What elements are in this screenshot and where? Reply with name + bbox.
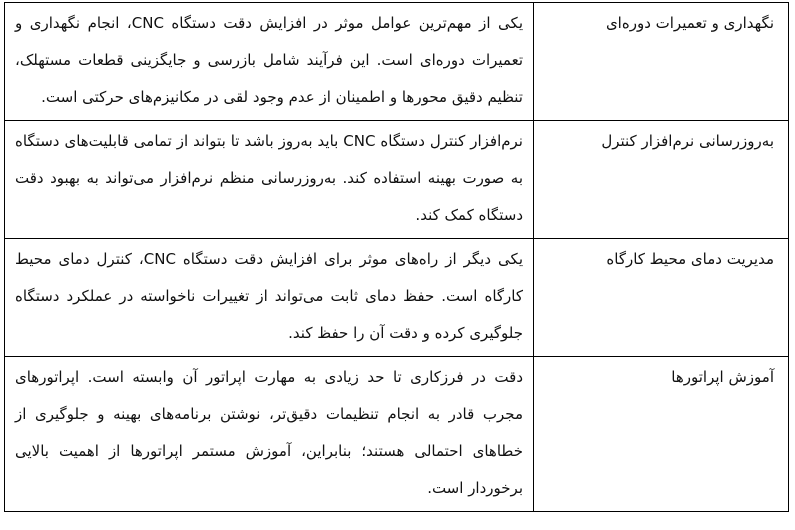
row-topic: مدیریت دمای محیط کارگاه (534, 239, 789, 357)
row-topic: نگهداری و تعمیرات دوره‌ای (534, 3, 789, 121)
table-row (5, 3, 789, 121)
row-topic: به‌روزرسانی نرم‌افزار کنترل (534, 121, 789, 239)
table-row (5, 239, 789, 357)
cnc-accuracy-table (4, 2, 789, 512)
row-description: دقت در فرزکاری تا حد زیادی به مهارت اپراتور آن وابسته است. اپراتورهای مجرب قادر به انجام تنظیمات دقیق‌تر، نوشتن برنامه‌های بهینه و جلوگیری از خطاهای احتمالی هستند؛ بنابراین، آموزش مستمر اپراتورها از اهمیت بالایی برخوردار است. (5, 357, 534, 512)
table-row (5, 121, 789, 239)
row-topic: آموزش اپراتورها (534, 357, 789, 512)
row-description: یکی دیگر از راه‌های موثر برای افزایش دقت دستگاه CNC، کنترل دمای محیط کارگاه است. حفظ دمای ثابت می‌تواند از تغییرات ناخواسته در عملکرد دستگاه جلوگیری کرده و دقت آن را حفظ کند. (5, 239, 534, 357)
row-description: یکی از مهم‌ترین عوامل موثر در افزایش دقت دستگاه CNC، انجام نگهداری و تعمیرات دوره‌ای است. این فرآیند شامل بازرسی و جایگزینی قطعات مستهلک، تنظیم دقیق محورها و اطمینان از عدم وجود لقی در مکانیزم‌های حرکتی است. (5, 3, 534, 121)
table-row (5, 357, 789, 512)
row-description: نرم‌افزار کنترل دستگاه CNC باید به‌روز باشد تا بتواند از تمامی قابلیت‌های دستگاه به صورت بهینه استفاده کند. به‌روزرسانی منظم نرم‌افزار می‌تواند به بهبود دقت دستگاه کمک کند. (5, 121, 534, 239)
